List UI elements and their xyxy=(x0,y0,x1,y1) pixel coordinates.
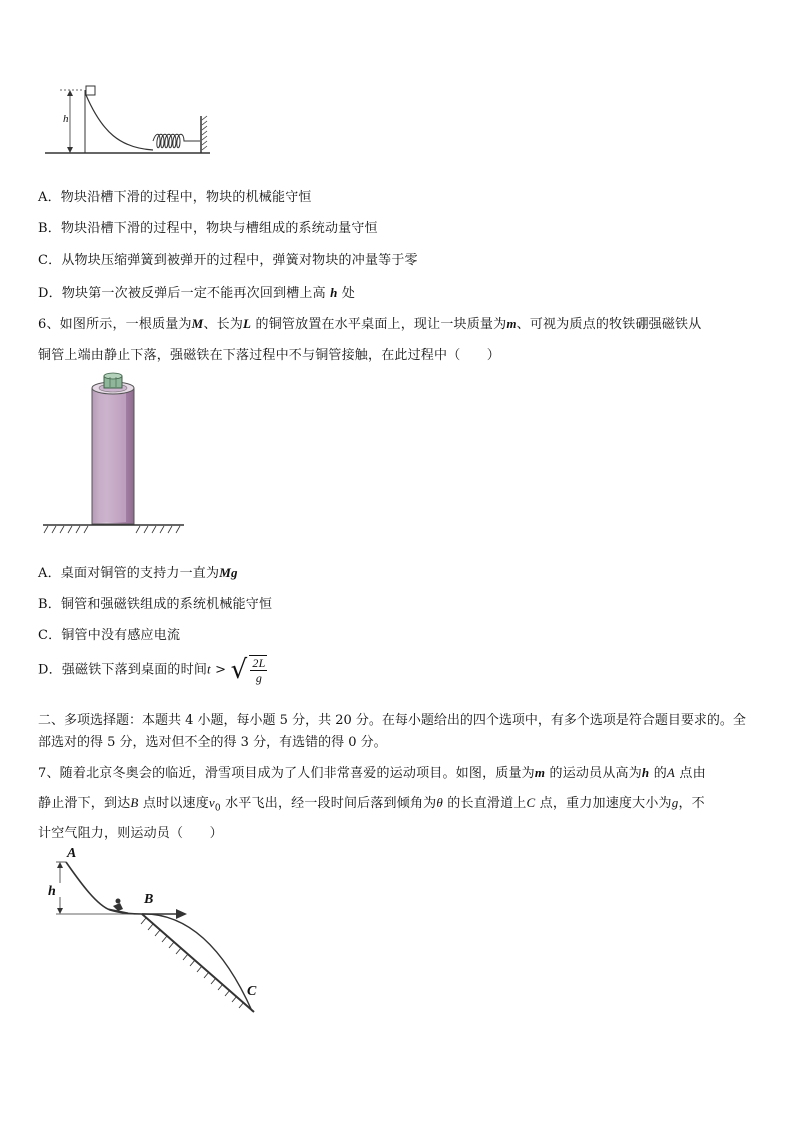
q6-option-c: C．铜管中没有感应电流 xyxy=(38,628,181,643)
q6-option-a: A．桌面对铜管的支持力一直为Mg xyxy=(38,565,238,581)
q5-option-d: D．物块第一次被反弹后一定不能再次回到槽上高 h 处 xyxy=(38,285,356,301)
q6-stem-line1: 6、如图所示，一根质量为M、长为L 的铜管放置在水平桌面上，现让一块质量为m、可视为质点的牧铁硼强磁铁从 xyxy=(38,316,702,332)
q5-option-a: A．物块沿槽下滑的过程中，物块的机械能守恒 xyxy=(38,190,312,205)
copper-tube-figure xyxy=(40,370,190,535)
fig3-label-a: A xyxy=(67,846,77,861)
q7-stem-line2: 静止滑下，到达B 点时以速度$v_0$ 水平飞出，经一段时间后落到倾角为θ 的长直滑道上C 点，重力加速度大小为g，不 xyxy=(38,795,705,814)
q6-stem-line2: 铜管上端由静止下落，强磁铁在下落过程中不与铜管接触，在此过程中（ ） xyxy=(38,348,501,363)
q6-option-d: D．强磁铁下落到桌面的时间t > √ $\frac{2L}{g}$ xyxy=(38,655,266,685)
fraction: $\frac{2L}{g}$ xyxy=(252,656,266,685)
fig3-label-b: B xyxy=(144,892,154,907)
sqrt-sign: √ xyxy=(230,655,248,685)
q5-option-b: B．物块沿槽下滑的过程中，物块与槽组成的系统动量守恒 xyxy=(38,221,378,236)
fig1-h-label: h xyxy=(63,113,69,125)
section-2-instructions: 二、多项选择题：本题共 4 小题，每小题 5 分，共 20 分。在每小题给出的四个选项中，有多个选项是符合题目要求的。全部选对的得 5 分，选对但不全的得 3 分，有选错的得 0 分。 xyxy=(38,713,746,750)
sqrt-radicand xyxy=(249,655,267,685)
ski-jump-figure xyxy=(42,845,272,1015)
q7-stem-line1: 7、随着北京冬奥会的临近，滑雪项目成为了人们非常喜爱的运动项目。如图，质量为m 的运动员从高为h 的A 点由 xyxy=(38,765,706,781)
q6-option-b: B．铜管和强磁铁组成的系统机械能守恒 xyxy=(38,597,273,612)
fig3-label-h: h xyxy=(48,884,56,899)
fig3-label-c: C xyxy=(247,984,257,999)
q7-stem-line3: 计空气阻力，则运动员（ ） xyxy=(38,826,223,841)
q5-option-c: C．从物块压缩弹簧到被弹开的过程中，弹簧对物块的冲量等于零 xyxy=(38,253,418,268)
